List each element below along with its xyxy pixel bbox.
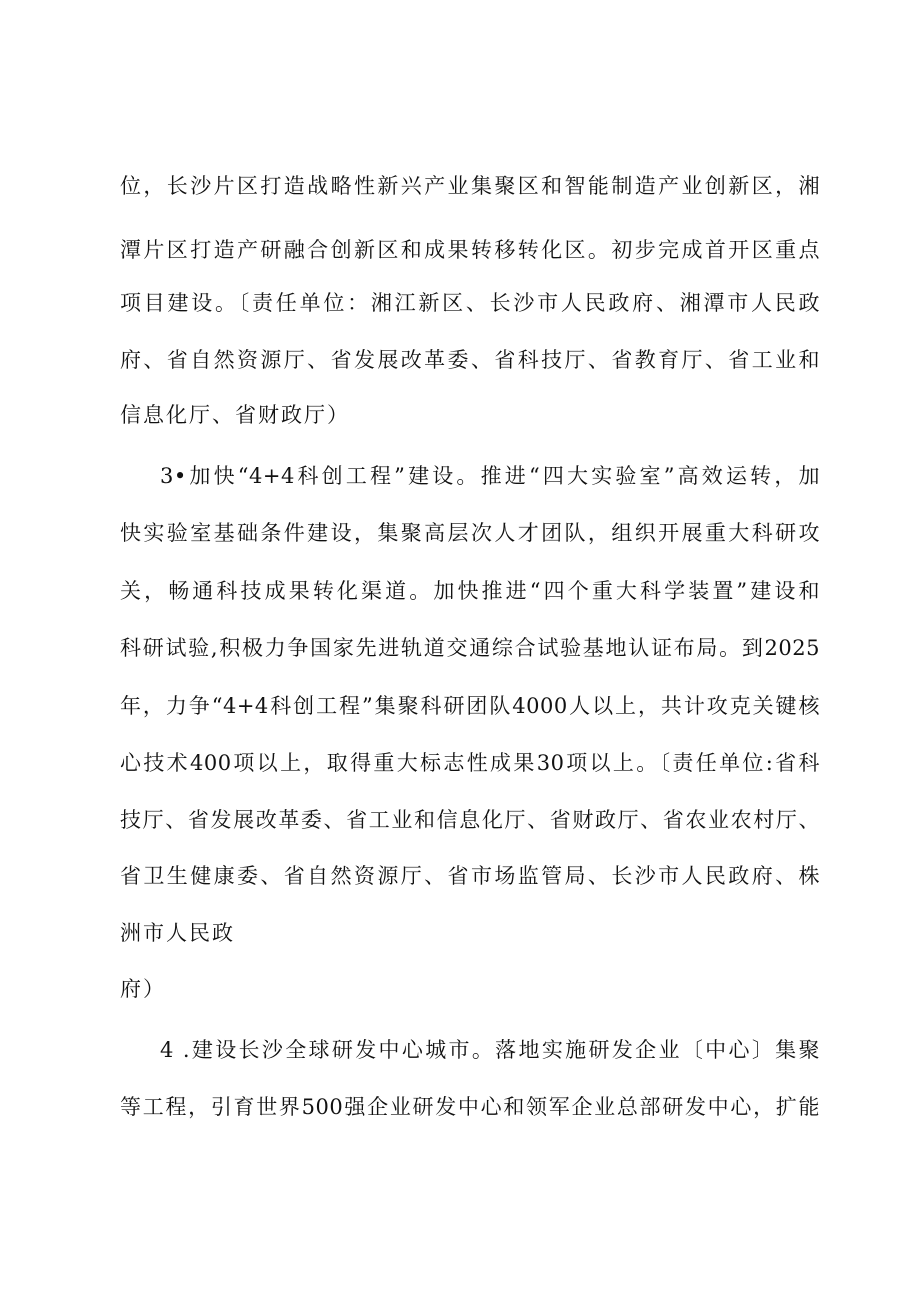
body-text-line: 关，畅通科技成果转化渠道。加快推进“四个重大科学装置”建设和 <box>120 579 820 603</box>
body-text-line: 信息化厅、省财政厅） <box>120 403 350 427</box>
body-text-line: 府、省自然资源厅、省发展改革委、省科技厅、省教育厅、省工业和 <box>120 348 820 372</box>
body-text-line: 心技术400项以上，取得重大标志性成果30项以上。〔责任单位:省科 <box>120 751 820 775</box>
body-text-line: 年，力争“4+4科创工程”集聚科研团队4000人以上，共计攻克关键核 <box>120 694 820 718</box>
body-text-line: 等工程，引育世界500强企业研发中心和领军企业总部研发中心，扩能 <box>120 1095 820 1119</box>
body-text-line: 潭片区打造产研融合创新区和成果转移转化区。初步完成首开区重点 <box>120 238 820 262</box>
body-text-line: 府） <box>120 977 166 1001</box>
body-text-line: 技厅、省发展改革委、省工业和信息化厅、省财政厅、省农业农村厅、 <box>120 808 820 832</box>
body-text-line: 位，长沙片区打造战略性新兴产业集聚区和智能制造产业创新区，湘 <box>120 174 820 198</box>
body-text-line: 快实验室基础条件建设，集聚高层次人才团队，组织开展重大科研攻 <box>120 521 820 545</box>
body-text-line: 项目建设。〔责任单位：湘江新区、长沙市人民政府、湘潭市人民政 <box>120 291 820 315</box>
body-text-line: 省卫生健康委、省自然资源厅、省市场监管局、长沙市人民政府、株 <box>120 864 820 888</box>
body-text-line: 科研试验,积极力争国家先进轨道交通综合试验基地认证布局。到2025 <box>120 636 820 660</box>
section-4-heading-line: 4 .建设长沙全球研发中心城市。落地实施研发企业〔中心〕集聚 <box>160 1038 820 1062</box>
section-3-heading-line: 3•加快“4+4科创工程”建设。推进“四大实验室”高效运转，加 <box>160 464 820 488</box>
body-text-line: 洲市人民政 <box>120 921 235 945</box>
